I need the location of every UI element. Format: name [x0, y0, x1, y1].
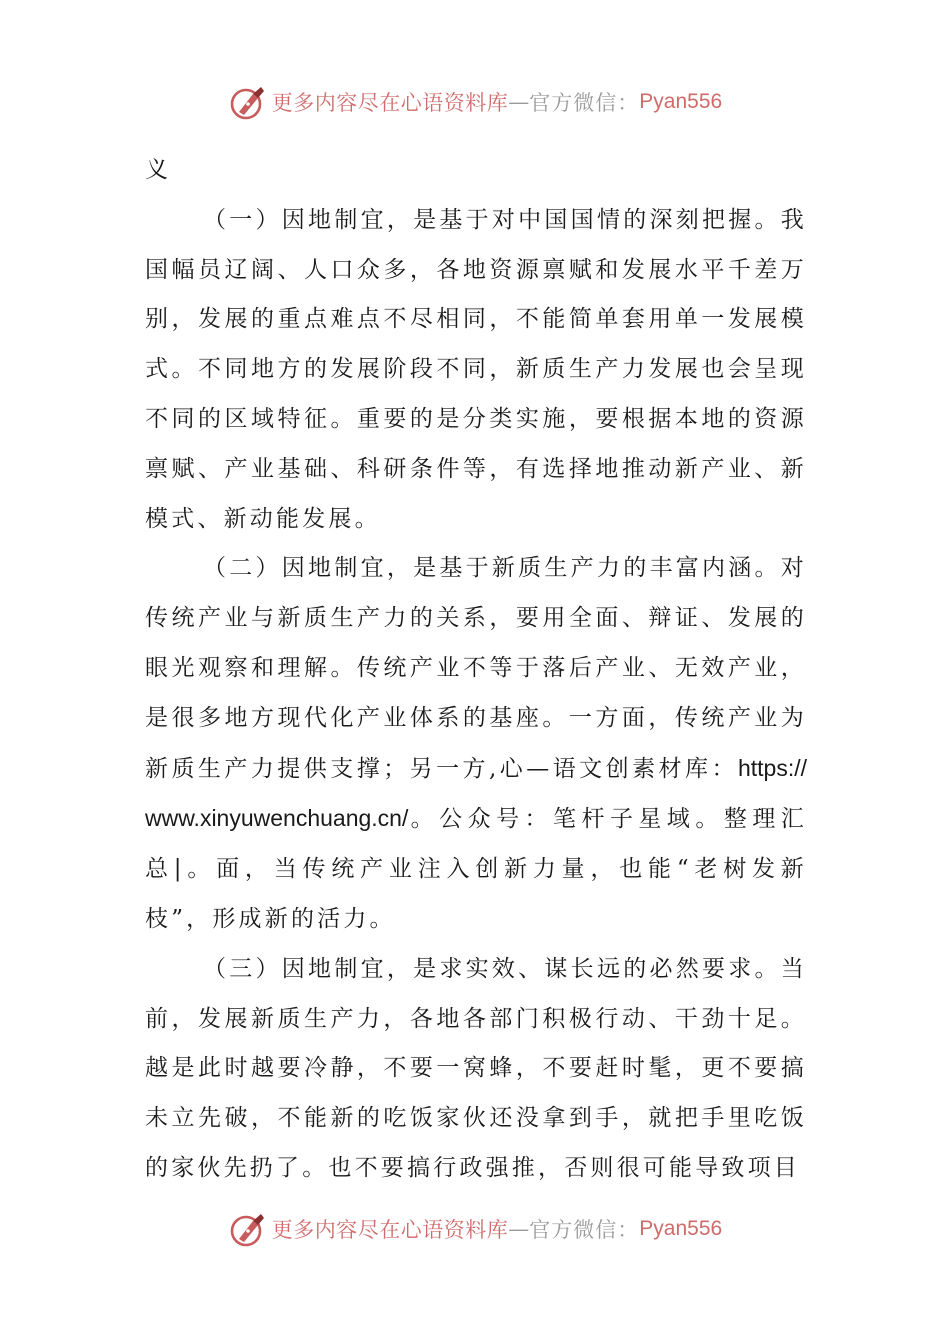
header-watermark: [0, 80, 950, 124]
document-body: [145, 146, 807, 1194]
pen-nib-logo-icon: [228, 82, 268, 122]
header-brand-text: 更多内容尽在心语资料库: [271, 91, 509, 115]
source-url-link[interactable]: https://www.xinyuwenchuang.cn/: [145, 754, 807, 832]
footer-separator: —: [508, 1217, 530, 1241]
paragraph-1: （一）因地制宜，是基于对中国国情的深刻把握。我国幅员辽阔、人口众多，各地资源禀赋和发展水平千差万别，发展的重点难点不尽相同，不能简单套用单一发展模式。不同地方的发展阶段不同，新质生产力发展也会呈现不同的区域特征。重要的是分类实施，要根据本地的资源禀赋、产业基础、科研条件等，有选择地推动新产业、新模式、新动能发展。: [145, 206, 807, 532]
header-wechat-label: 官方微信：: [529, 91, 640, 115]
footer-watermark: [0, 1207, 950, 1251]
paragraph-3: （三）因地制宜，是求实效、谋长远的必然要求。当前，发展新质生产力，各地各部门积极行动、干劲十足。越是此时越要冷静，不要一窝蜂，不要赶时髦，更不要搞未立先破，不能新的吃饭家伙还没拿到手，就把手里吃饭的家伙先扔了。也不要搞行政强推，否则很可能导致项目: [145, 955, 807, 1181]
pen-nib-logo-icon: [228, 1209, 268, 1249]
footer-brand-text: 更多内容尽在心语资料库: [271, 1218, 509, 1242]
paragraph-2-text-end: 。公众号：笔杆子星域。整理汇总|。面，当传统产业注入创新力量，也能“老树发新枝”，形成新的活力。: [145, 806, 807, 932]
header-wechat-id: Pyan556: [639, 90, 723, 113]
footer-wechat-id: Pyan556: [639, 1217, 723, 1240]
paragraph-2: [145, 544, 807, 944]
footer-wechat-label: 官方微信：: [529, 1218, 640, 1242]
header-separator: —: [508, 90, 530, 114]
paragraph-2-text-start: （二）因地制宜，是基于新质生产力的丰富内涵。对传统产业与新质生产力的关系，要用全面、辩证、发展的眼光观察和理解。传统产业不等于落后产业、无效产业，是很多地方现代化产业体系的基座。一方面，传统产业为新质生产力提供支撑；另一方,心—语文创素材库：: [145, 555, 807, 782]
continued-fragment: 义: [145, 157, 168, 183]
